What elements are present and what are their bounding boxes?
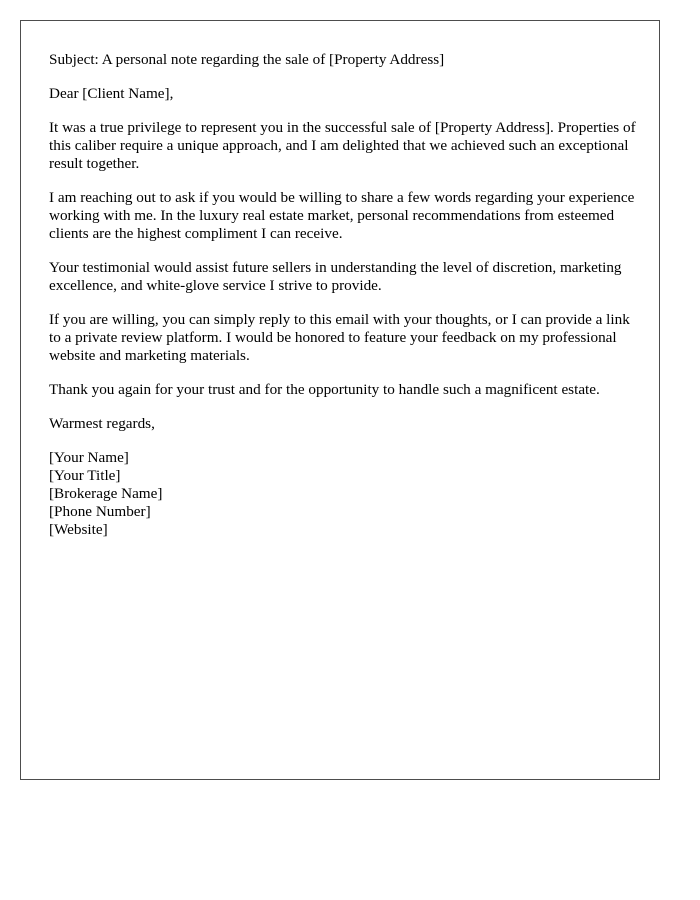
signature-phone: [Phone Number] — [49, 503, 151, 520]
letter-frame — [20, 20, 660, 780]
letter-body — [49, 51, 641, 539]
signature-brokerage: [Brokerage Name] — [49, 485, 163, 502]
signature-block — [49, 449, 641, 539]
signature-name: [Your Name] — [49, 449, 129, 466]
signature-website: [Website] — [49, 521, 108, 538]
paragraph-benefit: Your testimonial would assist future sellers in understanding the level of discretion, marketing excellence, and white-glove service I strive to provide. — [49, 259, 626, 294]
paragraph-request: I am reaching out to ask if you would be willing to share a few words regarding your experience working with me. In the luxury real estate market, personal recommendations from esteemed clients are the highest compliment I can receive. — [49, 189, 639, 242]
closing-line: Warmest regards, — [49, 415, 155, 432]
paragraph-thanks: It was a true privilege to represent you in the successful sale of [Property Address]. Properties of this caliber require a unique approach, and I am delighted that we achieved such an exceptional result together. — [49, 119, 640, 172]
paragraph-closing-thanks: Thank you again for your trust and for the opportunity to handle such a magnificent estate. — [49, 381, 600, 398]
paragraph-instructions: If you are willing, you can simply reply to this email with your thoughts, or I can provide a link to a private review platform. I would be honored to feature your feedback on my professional website and marketing materials. — [49, 311, 634, 364]
subject-line: Subject: A personal note regarding the sale of [Property Address] — [49, 51, 445, 68]
greeting: Dear [Client Name], — [49, 85, 174, 102]
signature-title: [Your Title] — [49, 467, 121, 484]
